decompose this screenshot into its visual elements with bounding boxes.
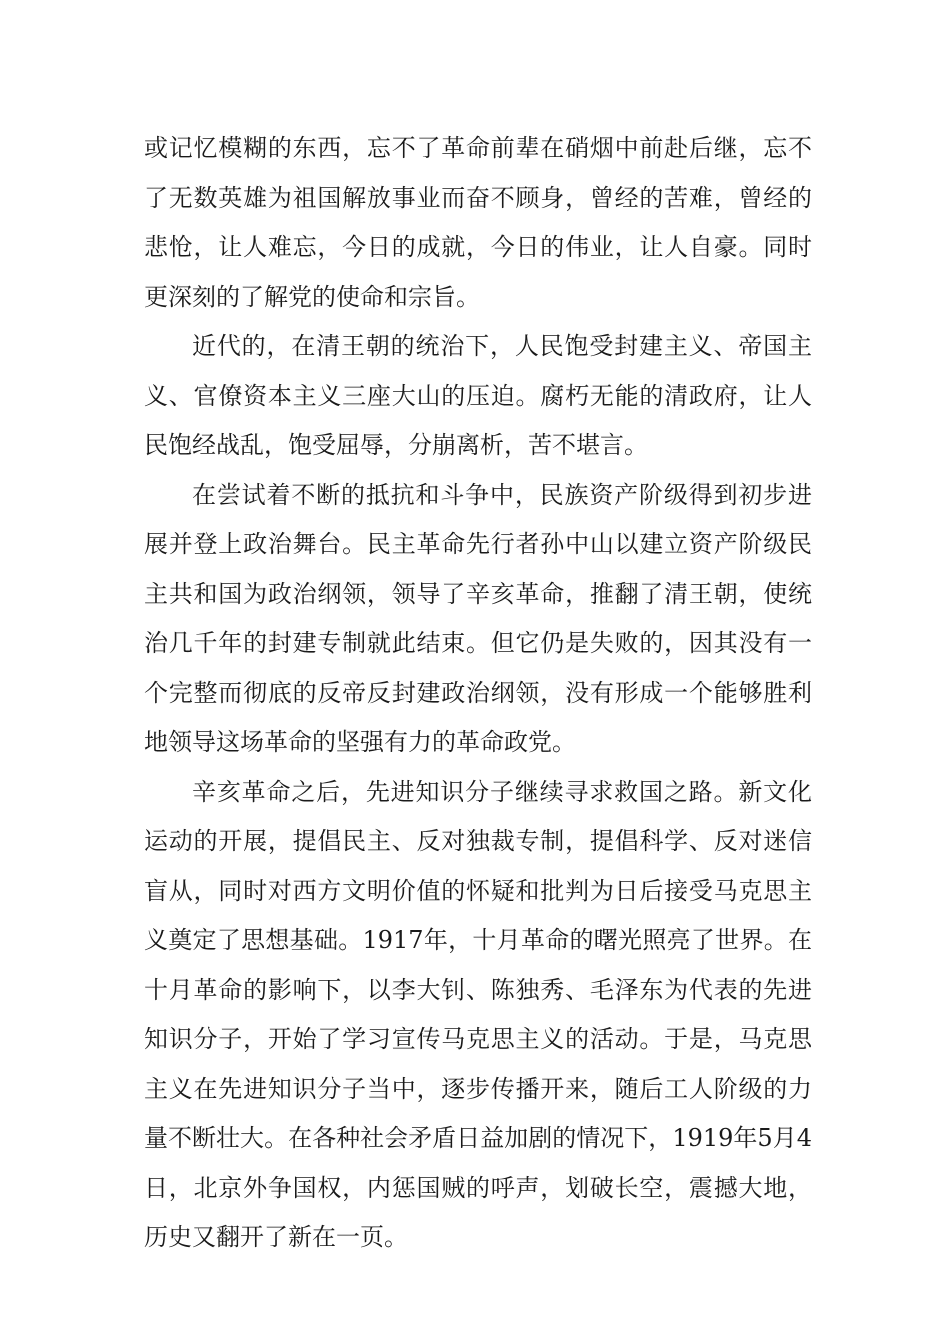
document-body bbox=[144, 124, 812, 1263]
paragraph-continuation: 或记忆模糊的东西，忘不了革命前辈在硝烟中前赴后继，忘不了无数英雄为祖国解放事业而奋不顾身，曾经的苦难，曾经的悲怆，让人难忘，今日的成就，今日的伟业，让人自豪。同时更深刻的了解党的使命和宗旨。 bbox=[144, 134, 812, 311]
paragraph-new-culture-movement: 辛亥革命之后，先进知识分子继续寻求救国之路。新文化运动的开展，提倡民主、反对独裁专制，提倡科学、反对迷信盲从，同时对西方文明价值的怀疑和批判为日后接受马克思主义奠定了思想基础。1917年，十月革命的曙光照亮了世界。在十月革命的影响下，以李大钊、陈独秀、毛泽东为代表的先进知识分子，开始了学习宣传马克思主义的活动。于是，马克思主义在先进知识分子当中，逐步传播开来，随后工人阶级的力量不断壮大。在各种社会矛盾日益加剧的情况下，1919年5月4日，北京外争国权，内惩国贼的呼声，划破长空，震撼大地，历史又翻开了新在一页。 bbox=[144, 777, 812, 1251]
paragraph-xinhai-revolution: 在尝试着不断的抵抗和斗争中，民族资产阶级得到初步进展并登上政治舞台。民主革命先行者孙中山以建立资产阶级民主共和国为政治纲领，领导了辛亥革命，推翻了清王朝，使统治几千年的封建专制就此结束。但它仍是失败的，因其没有一个完整而彻底的反帝反封建政治纲领，没有形成一个能够胜利地领导这场革命的坚强有力的革命政党。 bbox=[144, 480, 812, 756]
paragraph-qing-dynasty: 近代的，在清王朝的统治下，人民饱受封建主义、帝国主义、官僚资本主义三座大山的压迫。腐朽无能的清政府，让人民饱经战乱，饱受屈辱，分崩离析，苦不堪言。 bbox=[144, 332, 812, 459]
